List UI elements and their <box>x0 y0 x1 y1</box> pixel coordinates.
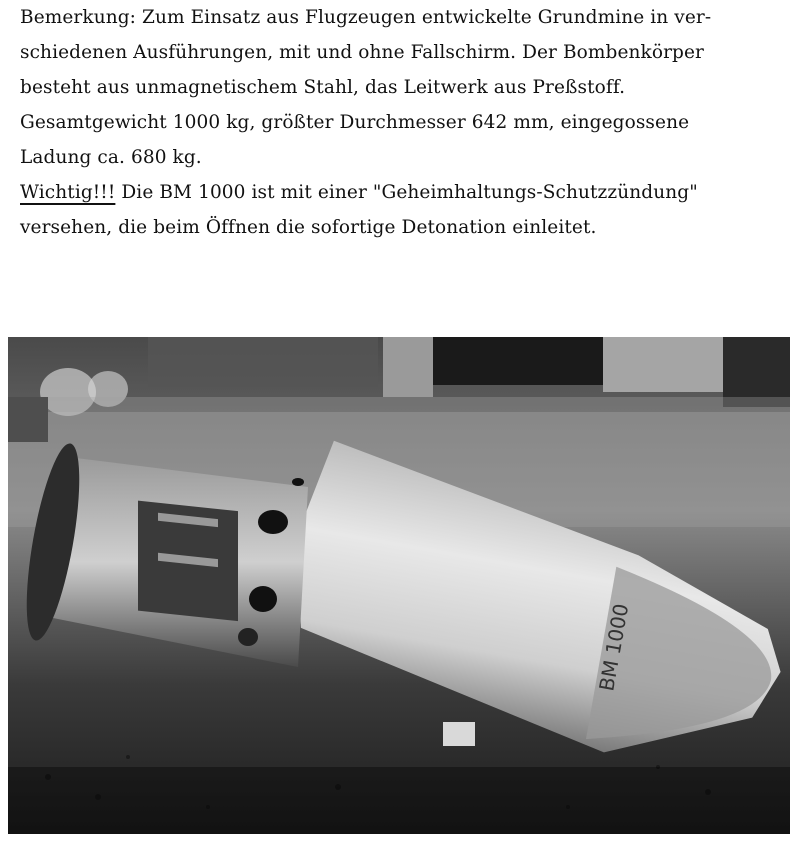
text-line-3: besteht aus unmagnetischem Stahl, das Leitwerk aus Preßstoff. <box>20 77 626 98</box>
text-line-4: Gesamtgewicht 1000 kg, größter Durchmesser 642 mm, eingegossene <box>20 112 690 133</box>
bm1000-marking: BM 1000 <box>594 601 634 693</box>
remark-label: Bemerkung: <box>20 7 136 28</box>
important-label: Wichtig!!! <box>20 182 116 203</box>
text-line-1-content: Zum Einsatz aus Flugzeugen entwickelte Grundmine in ver- <box>141 7 712 28</box>
text-line-7: versehen, die beim Öffnen die sofortige Detonation einleitet. <box>20 217 597 238</box>
text-line-6-content: Die BM 1000 ist mit einer "Geheimhaltungs-Schutzzündung" <box>121 182 698 203</box>
text-line-5: Ladung ca. 680 kg. <box>20 147 202 168</box>
text-line-2: schiedenen Ausführungen, mit und ohne Fallschirm. Der Bombenkörper <box>20 42 704 63</box>
mine-photograph <box>8 337 790 834</box>
remark-text <box>20 0 790 245</box>
text-line-1 <box>20 0 790 35</box>
text-line-6 <box>20 175 790 210</box>
